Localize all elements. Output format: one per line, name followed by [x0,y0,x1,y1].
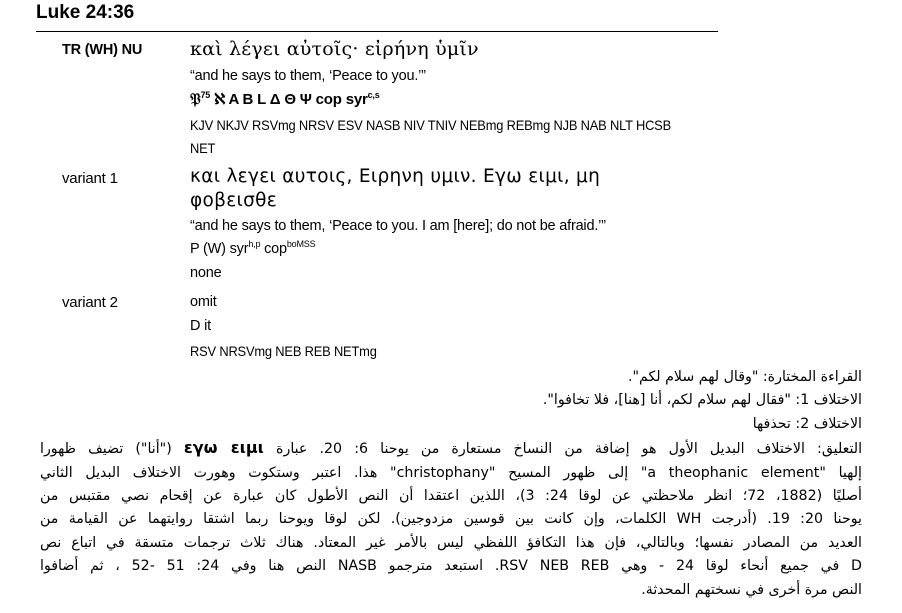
greek-reading-variant-1: και λεγει αυτοις, Ειρηνη υμιν. Εγω ειμι, μη [190,166,601,187]
entry-label-variant-1: variant 1 [62,170,118,187]
commentary-line: إلهيا "a theophanic element" إلى ظهور المسيح "christophany" هذا. اعتبر وستكوت وهورت الاختلاف البديل الثاني [40,464,862,481]
versions-tr-cont: NET [190,140,216,156]
commentary-line: D في جميع أنحاء لوقا 24 - وهي RSV NEB REB. استبعد مترجمو NASB النص هنا وفي 24: 51 -52 ، ثم أضافوا [40,558,862,575]
greek-reading-variant-1-cont: φοβεισθε [190,190,278,211]
versions-variant-2: RSV NRSVmg NEB REB NETmg [190,343,377,359]
entry-label-variant-2: variant 2 [62,294,118,311]
commentary-variant-1: الاختلاف 1: "فقال لهم سلام لكم، أنا [هنا]، فلا تخافوا". [542,392,862,409]
translation-tr: “and he says to them, ‘Peace to you.’” [190,68,426,84]
text-variant-2: omit [190,294,217,310]
entry-label-tr: TR (WH) NU [62,42,143,58]
commentary-line: التعليق: الاختلاف البديل الأول هو إضافة من النساخ مستعارة من يوحنا 6: 20. عبارة εγω ειμι ("أنا") تضيف ظهورا [40,438,863,458]
commentary-variant-2: الاختلاف 2: تحذفها [752,415,862,432]
translation-variant-1: “and he says to them, ‘Peace to you. I am [here]; do not be afraid.’” [190,218,606,234]
commentary-line: النص مرة أخرى في نسختهم المحدثة. [641,581,862,598]
commentary-line: أصليًا (1882، 72؛ انظر ملاحظتي عن لوقا 24: 3)، اللذين اعتقدا أن النص الأطول كان عبارة عن إقحام نصي مقتبس من [40,488,862,505]
verse-heading: Luke 24:36 [36,2,135,23]
commentary-line: العديد من المصادر نفسها؛ وبالتالي، فإن هذا التكافؤ اللفظي ليس بالأمر غير المعتاد. هناك ثلاث ترجمات متسقة في اتباع نص [40,534,862,551]
witnesses-variant-2: D it [190,318,211,334]
inline-greek: εγω ειμι [183,438,264,458]
commentary-selected-reading: القراءة المختارة: "وقال لهم سلام لكم". [627,369,862,385]
witnesses-tr: 𝔓$^{75}$ ℵ A B L Δ Θ Ψ cop syr$^{c,s}$ [190,90,380,108]
heading-rule [36,31,718,32]
versions-variant-1: none [190,265,222,281]
commentary-line: يوحنا 20: 19. (أدرجت WH الكلمات، وإن كانت بين قوسين مزدوجين). لكن لوقا ويوحنا ربما اشتقا روايتهما عن القيامة من [40,511,862,528]
witnesses-variant-1: P (W) syr$^{h,p}$ cop$^{boMSS}$ [190,239,316,257]
versions-tr: KJV NKJV RSVmg NRSV ESV NASB NIV TNIV NEBmg REBmg NJB NAB NLT HCSB [190,117,672,133]
greek-reading-tr: καὶ λέγει αὐτοῖς· εἰρήνη ὑμῖν [190,38,479,60]
arabic-commentary [40,366,862,602]
papyrus-symbol: 𝔓 [190,91,201,108]
